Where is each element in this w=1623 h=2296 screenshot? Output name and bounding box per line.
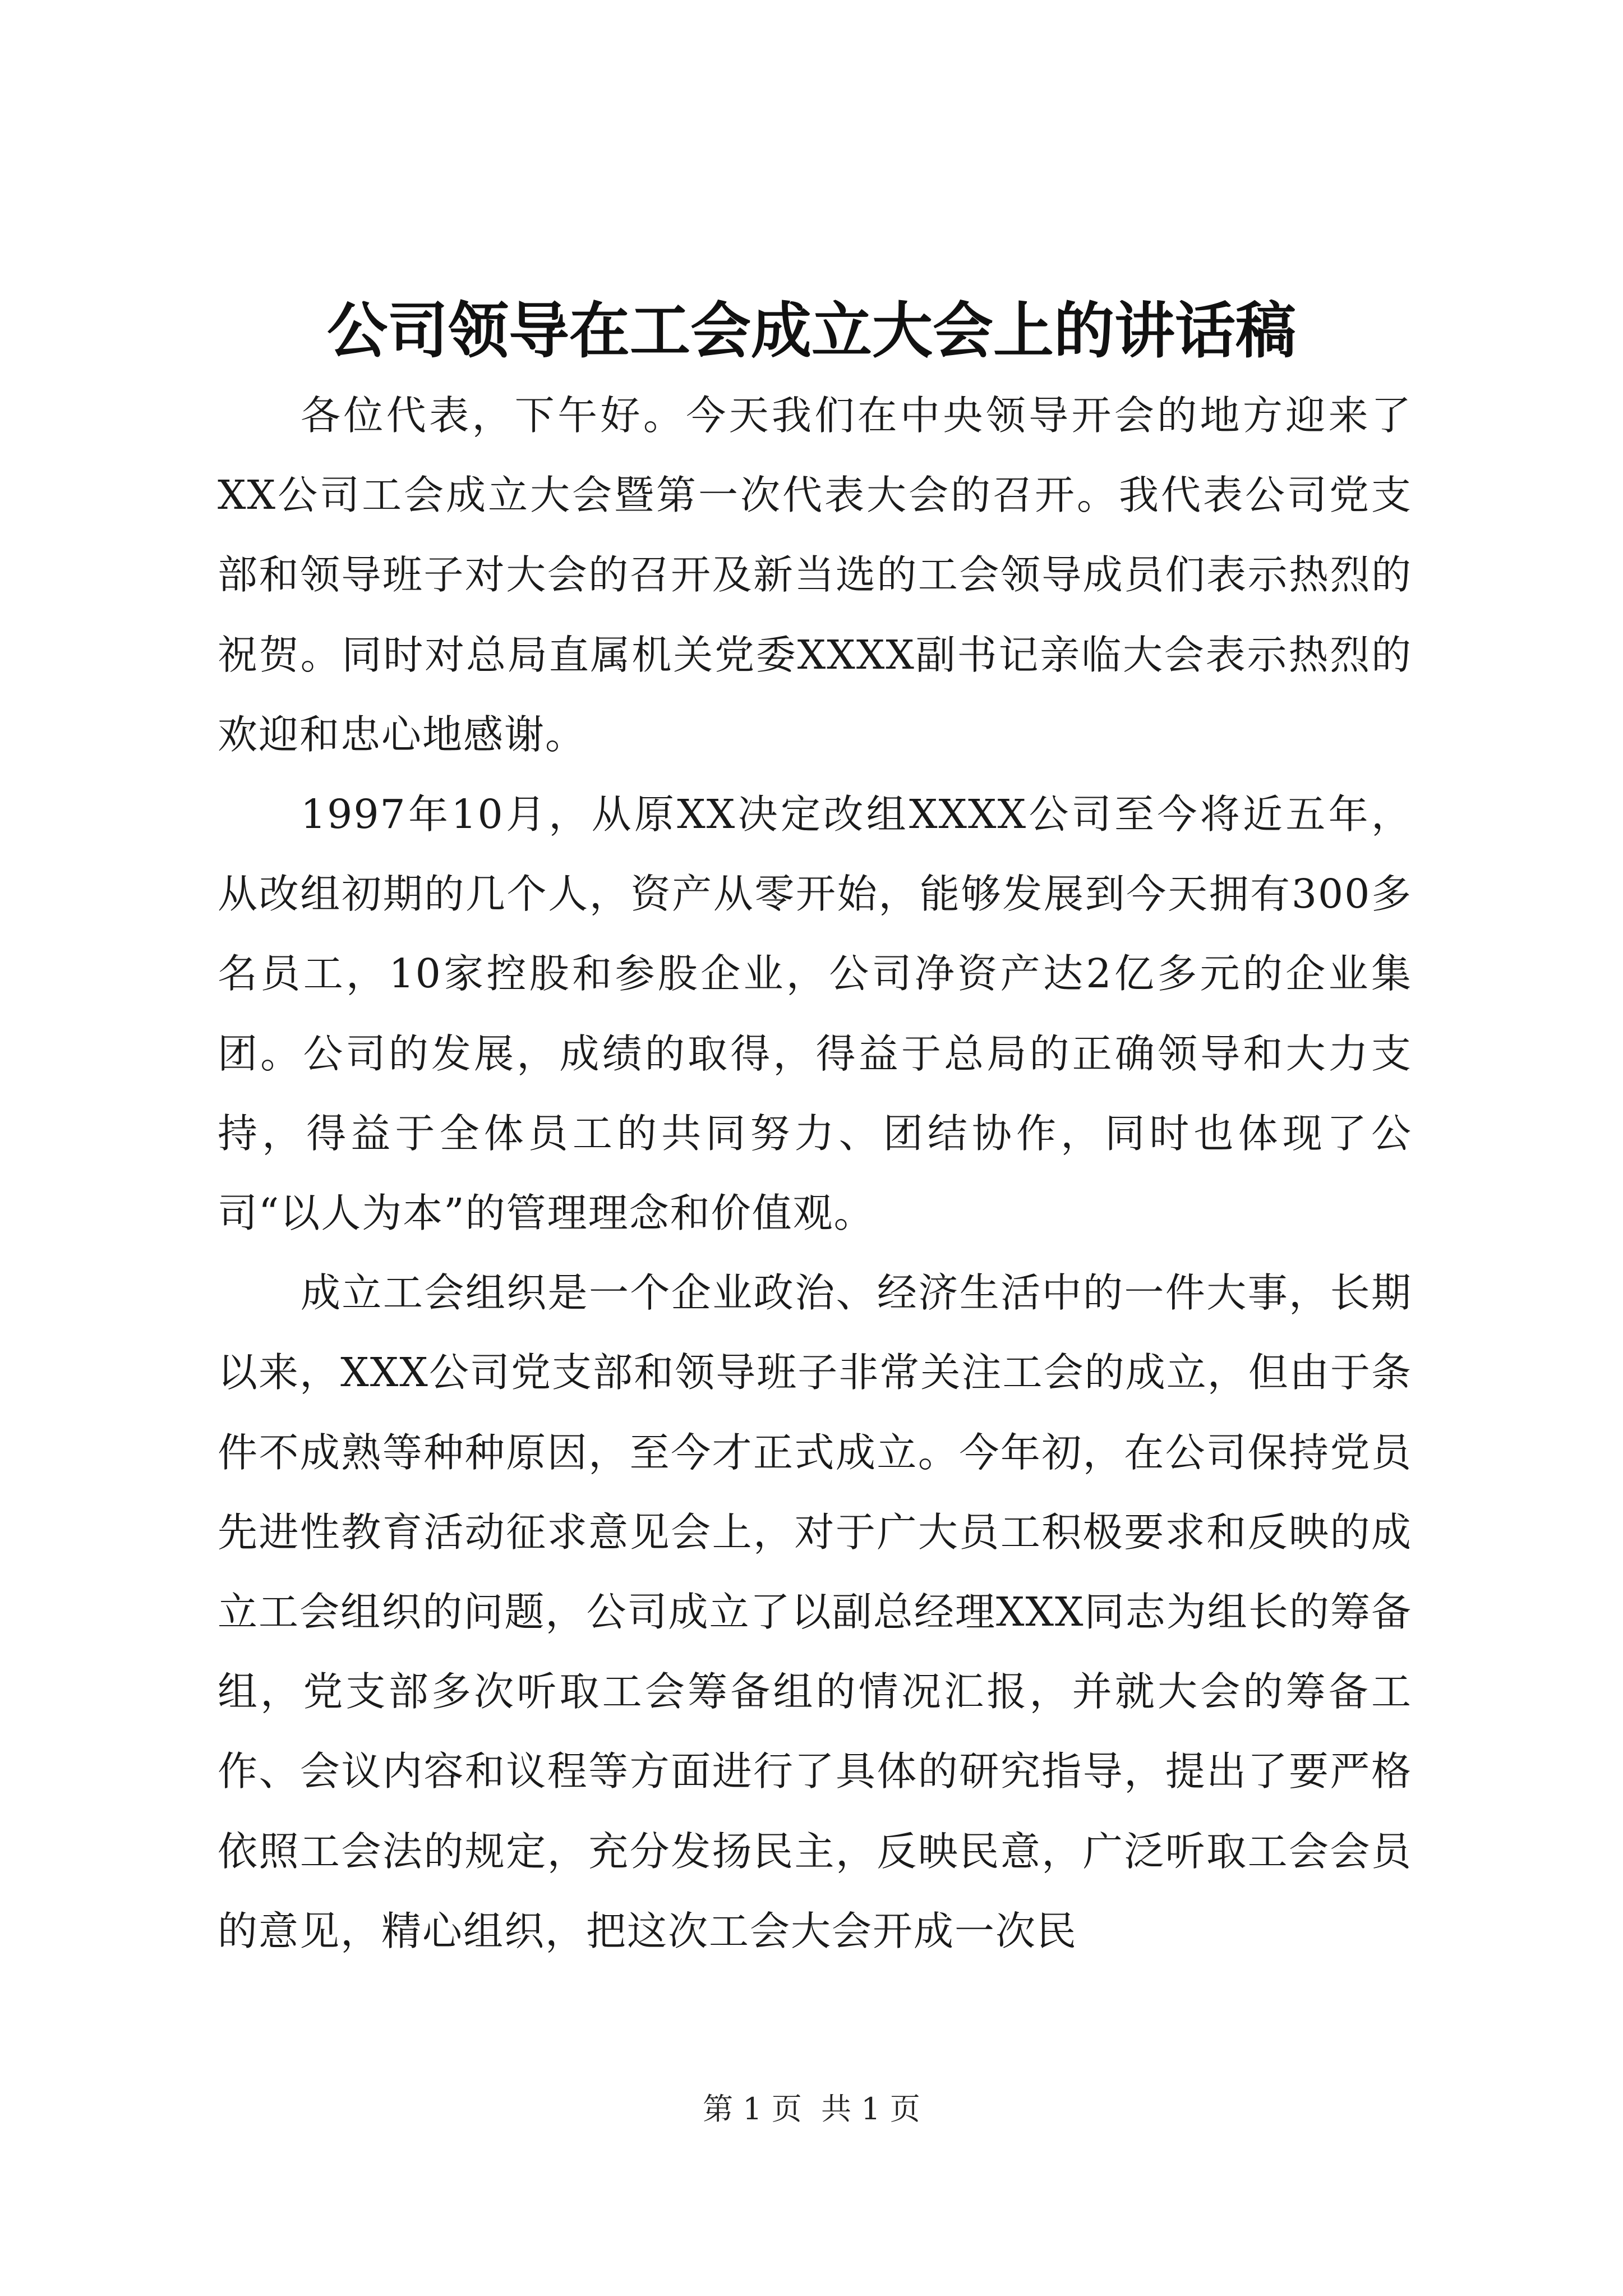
paragraph-greeting: 各位代表，下午好。今天我们在中央领导开会的地方迎来了XX公司工会成立大会暨第一次代表大会的召开。我代表公司党支部和领导班子对大会的召开及新当选的工会领导成员们表示热烈的祝贺。同时对总局直属机关党委XXXX副书记亲临大会表示热烈的欢迎和忠心地感谢。 [218, 392, 1412, 758]
paragraph-company-history: 1997年10月，从原XX决定改组XXXX公司至今将近五年，从改组初期的几个人，资产从零开始，能够发展到今天拥有300多名员工，10家控股和参股企业，公司净资产达2亿多元的企业集团。公司的发展，成绩的取得，得益于总局的正确领导和大力支持，得益于全体员工的共同努力、团结协作，同时也体现了公司“以人为本”的管理理念和价值观。 [218, 791, 1412, 1237]
document-body [218, 376, 1412, 1971]
paragraph-union-founding: 成立工会组织是一个企业政治、经济生活中的一件大事，长期以来，XXX公司党支部和领导班子非常关注工会的成立，但由于条件不成熟等种种原因，至今才正式成立。今年初，在公司保持党员先进性教育活动征求意见会上，对于广大员工积极要求和反映的成立工会组织的问题，公司成立了以副总经理XXX同志为组长的筹备组，党支部多次听取工会筹备组的情况汇报，并就大会的筹备工作、会议内容和议程等方面进行了具体的研究指导，提出了要严格依照工会法的规定，充分发扬民主，反映民意，广泛听取工会会员的意见，精心组织，把这次工会大会开成一次民 [218, 1269, 1412, 1954]
page-footer: 第 1 页 共 1 页 [703, 2091, 920, 2127]
document-title: 公司领导在工会成立大会上的讲话稿 [326, 296, 1296, 366]
